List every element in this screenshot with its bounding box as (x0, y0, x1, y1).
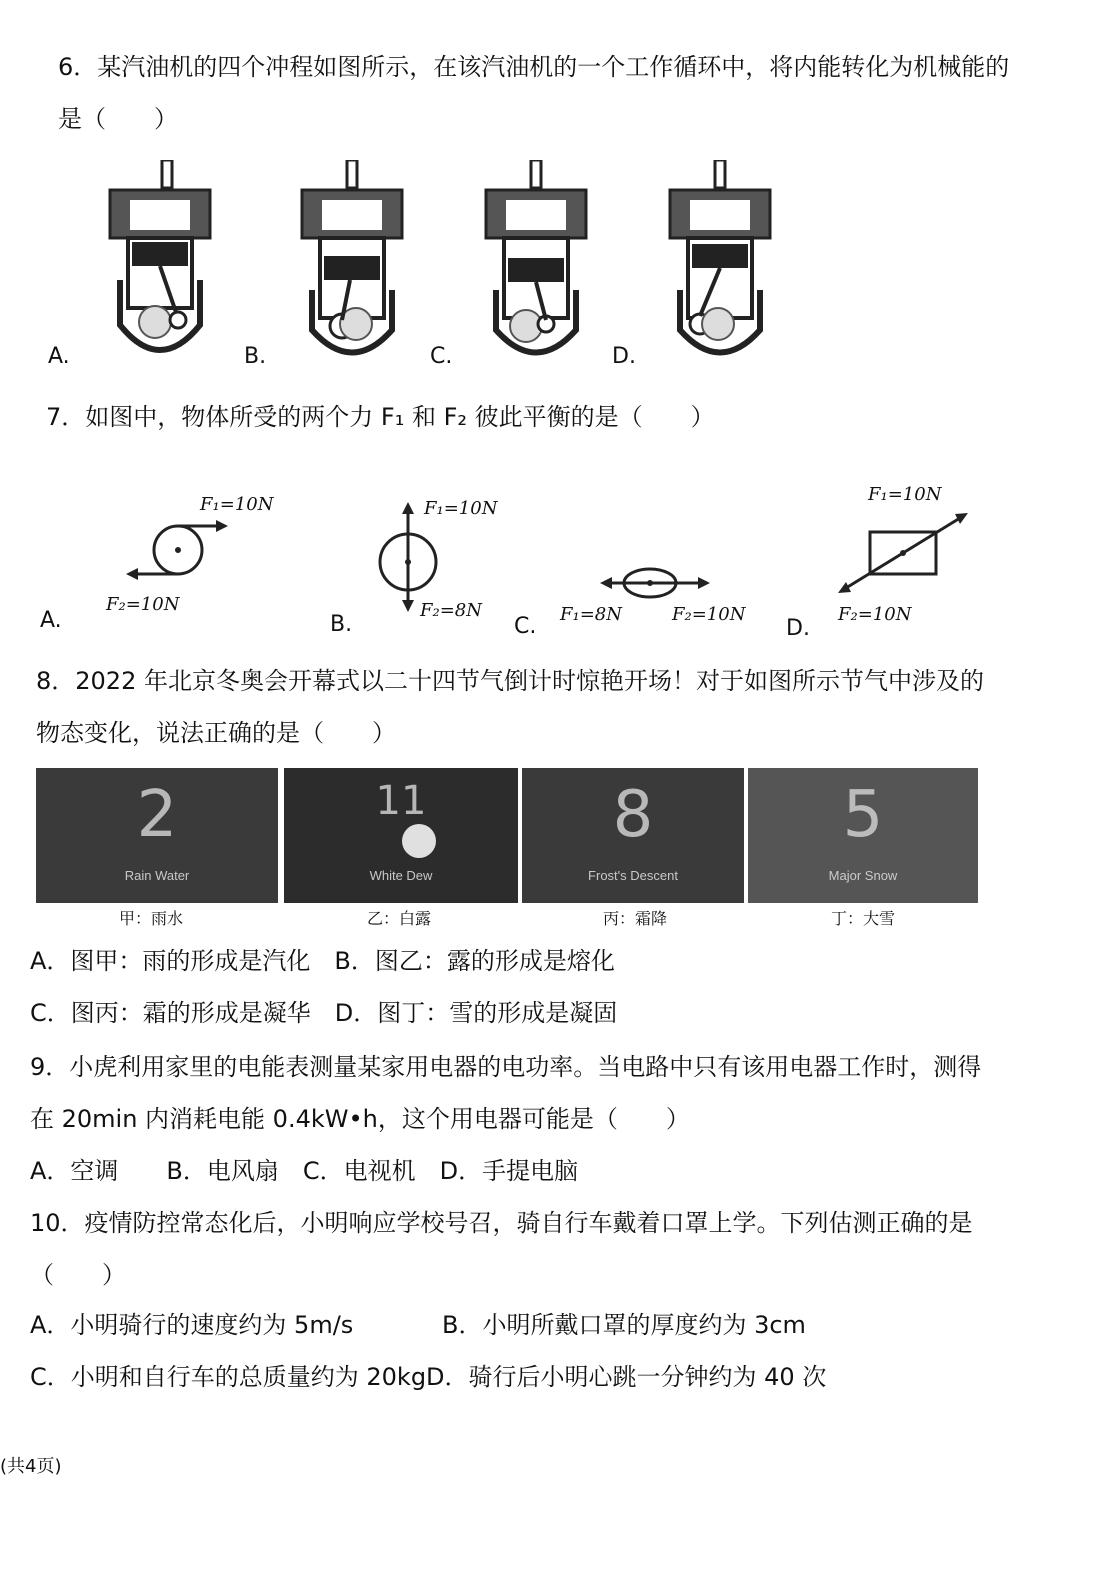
photo-digit: 11 (375, 778, 427, 824)
engine-diagram-a (100, 160, 220, 370)
photo-caption: Frost's Descent (588, 868, 678, 883)
q7-option-a: A. (40, 608, 62, 633)
q10-options-cd: C．小明和自行车的总质量约为 20kgD．骑行后小明心跳一分钟约为 40 次 (30, 1363, 827, 1391)
force-diagram-d (834, 508, 974, 598)
photo-caption: Rain Water (124, 868, 190, 883)
force-diagram-c (596, 566, 716, 600)
engine-diagram-c (476, 160, 596, 370)
q6-stem-line1: 6．某汽油机的四个冲程如图所示，在该汽油机的一个工作循环中，将内能转化为机械能的 (58, 53, 1010, 81)
d-f1-label: F₁=10N (868, 484, 942, 505)
photo-label-bing: 丙：霜降 (602, 909, 667, 928)
page-footer: (共4页) (0, 1456, 62, 1477)
photo-caption: Major Snow (828, 868, 898, 883)
photo-white-dew (284, 768, 518, 903)
q10-stem-line1: 10．疫情防控常态化后，小明响应学校号召，骑自行车戴着口罩上学。下列估测正确的是 (30, 1209, 973, 1237)
q10-option-b: B．小明所戴口罩的厚度约为 3cm (442, 1311, 806, 1339)
photo-digit: 2 (136, 778, 178, 852)
photo-rain-water (36, 768, 278, 903)
c-f1-label: F₁=8N (560, 604, 622, 625)
q7-option-d: D. (786, 616, 810, 641)
engine-diagram-d (660, 160, 780, 370)
photo-digit: 8 (612, 778, 654, 852)
photo-frosts-descent (522, 768, 744, 903)
q8-options-ab: A．图甲：雨的形成是汽化 B．图乙：露的形成是熔化 (30, 947, 615, 975)
q8-stem-line1: 8．2022 年北京冬奥会开幕式以二十四节气倒计时惊艳开场！对于如图所示节气中涉及的 (36, 667, 984, 695)
q7-option-c: C. (514, 614, 537, 639)
q9-options: A．空调 B．电风扇 C．电视机 D．手提电脑 (30, 1157, 579, 1185)
photo-digit: 5 (842, 778, 884, 852)
photo-label-jia: 甲：雨水 (118, 909, 183, 928)
q6-option-a: A. (48, 344, 70, 369)
q8-stem-line2: 物态变化，说法正确的是（ ） (36, 719, 396, 747)
force-diagram-a (120, 510, 240, 590)
q6-option-c: C. (430, 344, 453, 369)
b-f2-label: F₂=8N (420, 600, 482, 621)
q6-option-b: B. (244, 344, 267, 369)
d-f2-label: F₂=10N (838, 604, 912, 625)
c-f2-label: F₂=10N (672, 604, 746, 625)
photo-label-ding: 丁：大雪 (830, 909, 895, 928)
q10-option-a: A．小明骑行的速度约为 5m/s (30, 1311, 354, 1339)
q7-stem: 7．如图中，物体所受的两个力 F₁ 和 F₂ 彼此平衡的是（ ） (46, 403, 715, 431)
dew-drop (402, 824, 436, 858)
q9-stem-line2: 在 20min 内消耗电能 0.4kW•h，这个用电器可能是（ ） (30, 1105, 690, 1133)
photo-major-snow (748, 768, 978, 903)
a-f2-label: F₂=10N (106, 594, 180, 615)
b-f1-label: F₁=10N (424, 498, 498, 519)
engine-diagram-b (292, 160, 412, 370)
photo-label-yi: 乙：白露 (366, 909, 431, 928)
q9-stem-line1: 9．小虎利用家里的电能表测量某家用电器的电功率。当电路中只有该用电器工作时，测得 (30, 1053, 982, 1081)
q6-stem-line2: 是（ ） (58, 105, 178, 133)
q8-options-cd: C．图丙：霜的形成是凝华 D．图丁：雪的形成是凝固 (30, 999, 618, 1027)
a-f1-label: F₁=10N (200, 494, 274, 515)
q10-stem-line2: （ ） (30, 1261, 126, 1289)
photo-caption: White Dew (369, 868, 433, 883)
q7-option-b: B. (330, 612, 353, 637)
q6-option-d: D. (612, 344, 636, 369)
